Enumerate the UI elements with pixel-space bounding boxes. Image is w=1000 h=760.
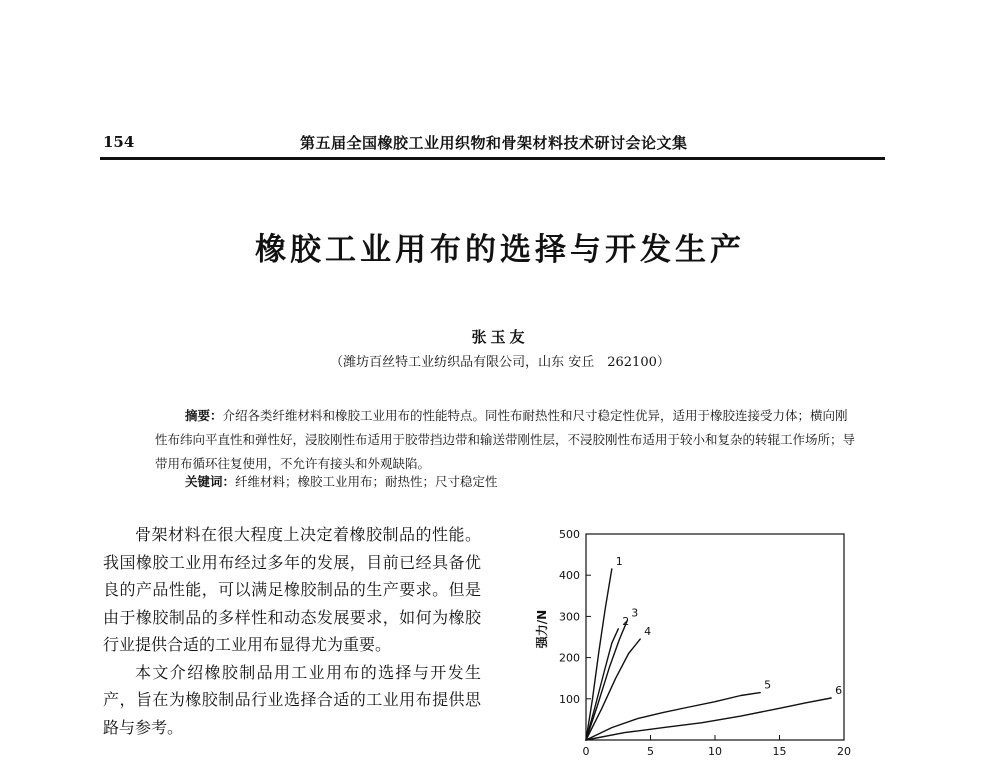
series-label-4: 4 bbox=[644, 625, 652, 639]
y-tick-label: 500 bbox=[559, 528, 580, 541]
paper-title: 橡胶工业用布的选择与开发生产 bbox=[255, 232, 745, 268]
series-label-6: 6 bbox=[835, 683, 843, 697]
y-tick-label: 200 bbox=[559, 651, 580, 665]
series-label-1: 1 bbox=[615, 555, 623, 569]
x-tick-label: 0 bbox=[582, 745, 590, 758]
keywords-label: 关键词： bbox=[185, 474, 236, 489]
abstract bbox=[155, 404, 855, 476]
strength-chart bbox=[528, 520, 858, 760]
y-tick-label: 300 bbox=[559, 610, 580, 624]
y-axis-label: 强力/N bbox=[535, 609, 549, 649]
x-tick-label: 15 bbox=[772, 745, 787, 758]
y-tick-label: 400 bbox=[559, 569, 580, 583]
series-line-5 bbox=[586, 693, 760, 740]
x-tick-label: 5 bbox=[647, 745, 654, 758]
author-name: 张玉友 bbox=[471, 328, 529, 346]
x-tick-label: 20 bbox=[837, 745, 851, 758]
body-paragraph-1: 骨架材料在很大程度上决定着橡胶制品的性能。我国橡胶工业用布经过多年的发展，目前已经具备优良的产品性能，可以满足橡胶制品的生产要求。但是由于橡胶制品的多样性和动态发展要求，如何为橡胶行业提供合适的工业用布显得尤为重要。 bbox=[103, 525, 481, 654]
body-paragraph-2: 本文介绍橡胶制品用工业用布的选择与开发生产，旨在为橡胶制品行业选择合适的工业用布提供思路与参考。 bbox=[103, 662, 481, 737]
author-affiliation: （潍坊百丝特工业纺织品有限公司，山东 安丘 262100） bbox=[330, 355, 670, 370]
y-tick-label: 100 bbox=[559, 692, 580, 706]
series-line-6 bbox=[586, 698, 831, 740]
chart-labels-group bbox=[616, 555, 842, 697]
chart-svg bbox=[528, 520, 858, 760]
series-label-5: 5 bbox=[764, 678, 772, 692]
running-header: 第五届全国橡胶工业用织物和骨架材料技术研讨会论文集 bbox=[300, 134, 688, 152]
keywords bbox=[185, 472, 498, 490]
header-rule bbox=[100, 157, 885, 160]
abstract-text: 介绍各类纤维材料和橡胶工业用布的性能特点。同性布耐热性和尺寸稳定性优异，适用于橡胶连接受力体；横向刚性布纬向平直性和弹性好，浸胶刚性布适用于胶带挡边带和输送带刚性层，不浸胶刚性布适用于较小和复杂的转辊工作场所；导带用布循环往复使用，不允许有接头和外观缺陷。 bbox=[155, 408, 856, 471]
body-text-column bbox=[103, 521, 481, 741]
series-line-3 bbox=[586, 621, 627, 741]
series-label-3: 3 bbox=[631, 606, 639, 620]
abstract-label: 摘要： bbox=[185, 408, 223, 423]
page-number: 154 bbox=[103, 133, 135, 151]
chart-series-group bbox=[586, 569, 831, 740]
x-tick-label: 10 bbox=[708, 745, 722, 758]
keywords-text: 纤维材料；橡胶工业用布；耐热性；尺寸稳定性 bbox=[235, 474, 498, 489]
plot-frame bbox=[586, 534, 844, 740]
series-label-2: 2 bbox=[622, 614, 630, 628]
